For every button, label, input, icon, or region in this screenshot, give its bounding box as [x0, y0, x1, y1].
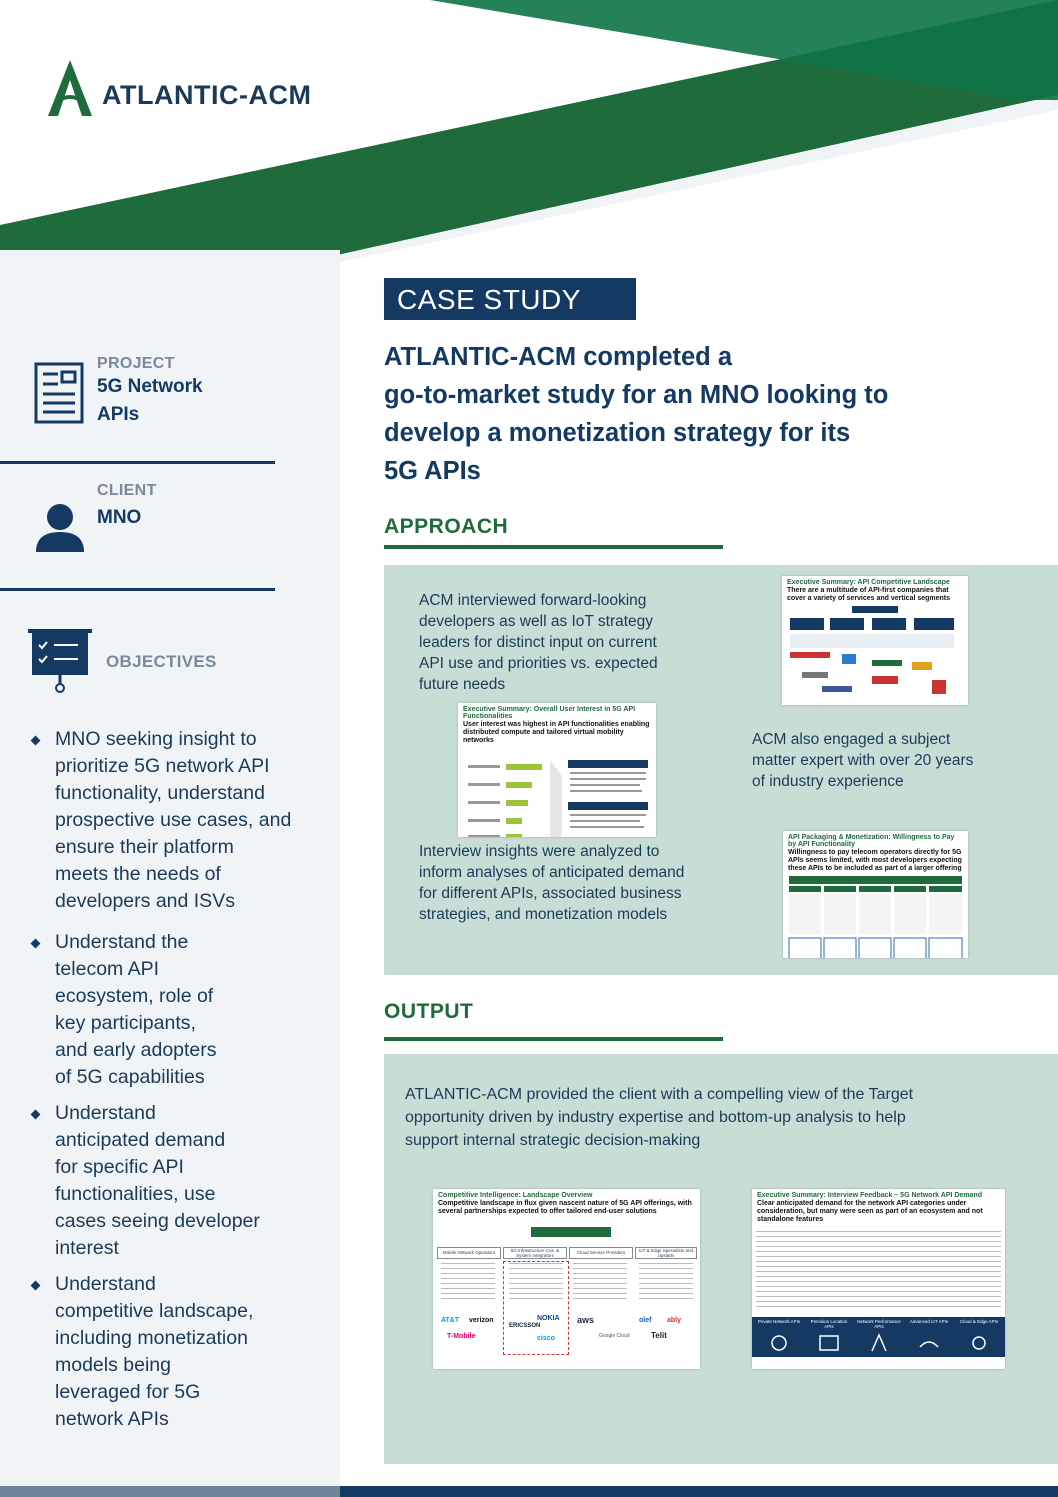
- text-line: ACM also engaged a subject: [752, 731, 951, 748]
- thumb-category: Private Network APIs: [757, 1319, 801, 1324]
- objective-line: models being: [55, 1354, 171, 1376]
- footer-bar-left: [0, 1486, 340, 1497]
- objective-line: telecom API: [55, 958, 160, 980]
- objective-line: functionality, understand: [55, 782, 265, 804]
- thumb-subtitle: User interest was highest in API functionalities enabling distributed compute and tailored virtual mobility networks: [463, 721, 650, 744]
- divider: [0, 461, 275, 464]
- objective-line: ensure their platform: [55, 836, 234, 858]
- thumb-title: Executive Summary: API Competitive Landscape: [787, 579, 950, 586]
- thumb-category-icons: [752, 1327, 1005, 1357]
- objective-line: and early adopters: [55, 1039, 217, 1061]
- thumb-category: Advanced IoT APIs: [909, 1319, 949, 1324]
- objective-line: of 5G capabilities: [55, 1066, 205, 1088]
- thumb-subtitle: Clear anticipated demand for the network API categories under consideration, but many were seen as part of an ecosystem and not standalone features: [757, 1200, 983, 1223]
- logo-olef: olef: [639, 1317, 652, 1324]
- approach-paragraph-3: [419, 841, 739, 925]
- objective-line: key participants,: [55, 1012, 196, 1034]
- document-icon: [34, 362, 84, 424]
- thumb-text-block: [441, 1263, 495, 1303]
- objective-line: interest: [55, 1237, 119, 1259]
- output-rule: [384, 1037, 723, 1041]
- text-line: for different APIs, associated business: [419, 885, 682, 902]
- thumb-header-bar: [531, 1227, 611, 1237]
- objective-line: functionalities, use: [55, 1183, 216, 1205]
- project-value-line: 5G Network: [97, 376, 203, 397]
- thumb-category: Precision Location APIs: [810, 1319, 848, 1329]
- thumb-title: Competitive Intelligence: Landscape Overview: [438, 1192, 593, 1199]
- objective-line: including monetization: [55, 1327, 248, 1349]
- objective-line: prioritize 5G network API: [55, 755, 270, 777]
- presentation-board-icon: [26, 627, 94, 695]
- logo-google-cloud: Google Cloud: [599, 1333, 630, 1339]
- thumb-text-block: [509, 1263, 563, 1303]
- approach-heading: APPROACH: [384, 515, 509, 538]
- divider: [0, 588, 275, 591]
- project-value: [97, 373, 203, 429]
- logo-att: AT&T: [441, 1317, 460, 1324]
- text-line: strategies, and monetization models: [419, 906, 668, 923]
- objective-item: [55, 1100, 330, 1262]
- headline-line: 5G APIs: [384, 457, 481, 485]
- thumb-subtitle: Competitive landscape in flux given nascent nature of 5G API offerings, with several partnerships expected to offer tailored end-user solutions: [438, 1200, 692, 1215]
- thumb-graphic: [458, 746, 656, 837]
- objective-line: MNO seeking insight to: [55, 728, 257, 750]
- text-line: ACM interviewed forward-looking: [419, 592, 647, 609]
- project-value-line: APIs: [97, 404, 140, 425]
- output-paragraph: [405, 1083, 1045, 1152]
- logo-aws: aws: [577, 1315, 595, 1325]
- logo-ericsson: ERICSSON: [509, 1323, 541, 1329]
- text-line: developers as well as IoT strategy: [419, 613, 654, 630]
- objectives-label: OBJECTIVES: [106, 652, 217, 671]
- thumb-graphic: [782, 604, 968, 699]
- objective-item: [55, 726, 330, 915]
- objective-line: meets the needs of: [55, 863, 221, 885]
- page-title: [384, 338, 1024, 490]
- case-study-label: CASE STUDY: [384, 278, 636, 320]
- client-label: CLIENT: [97, 482, 157, 499]
- slide-thumbnail-competitive-landscape: [782, 576, 968, 705]
- thumb-column-header: IoT & Edge Specialists and Upstarts: [635, 1247, 697, 1259]
- thumb-subtitle: Willingness to pay telecom operators directly for 5G APIs seems limited, with most developers expecting these APIs to be included as part of a larger offering: [788, 849, 962, 872]
- thumb-category: Network Performance APIs: [857, 1319, 901, 1329]
- objective-item: [55, 1271, 330, 1433]
- logo-tmobile: T-Mobile: [447, 1333, 476, 1340]
- objective-line: network APIs: [55, 1408, 169, 1430]
- objective-line: Understand the: [55, 931, 189, 953]
- text-line: opportunity driven by industry expertise and bottom-up analysis to help: [405, 1109, 906, 1126]
- objective-line: ecosystem, role of: [55, 985, 214, 1007]
- approach-rule: [384, 545, 723, 549]
- objective-line: anticipated demand: [55, 1129, 226, 1151]
- objective-line: developers and ISVs: [55, 890, 235, 912]
- objective-line: Understand: [55, 1273, 156, 1295]
- thumb-title: API Packaging & Monetization: Willingness to Pay by API Functionality: [788, 834, 955, 848]
- footer-bar-right: [340, 1486, 1058, 1497]
- logo-cisco: cisco: [537, 1335, 555, 1342]
- thumb-subtitle: There are a multitude of API-first companies that cover a variety of services and vertical segments: [787, 587, 951, 602]
- objective-line: prospective use cases, and: [55, 809, 292, 831]
- thumb-title: Executive Summary: Interview Feedback – 5G Network API Demand: [757, 1192, 982, 1199]
- headline-line: ATLANTIC-ACM completed a: [384, 343, 733, 371]
- brand-logo-icon: [44, 58, 96, 118]
- objective-line: cases seeing developer: [55, 1210, 260, 1232]
- thumb-text-block: [573, 1263, 627, 1303]
- objective-item: [55, 929, 330, 1091]
- logo-nokia: NOKIA: [537, 1315, 560, 1322]
- slide-thumbnail-interview-feedback: [752, 1189, 1005, 1369]
- approach-paragraph-2: [752, 729, 1042, 792]
- headline-line: go-to-market study for an MNO looking to: [384, 381, 889, 409]
- thumb-title: Executive Summary: Overall User Interest in 5G API Functionalities: [463, 706, 636, 720]
- text-line: future needs: [419, 676, 506, 693]
- logo-telit: Telit: [651, 1331, 667, 1340]
- slide-thumbnail-landscape-overview: [433, 1189, 700, 1369]
- thumb-graphic: [783, 874, 968, 958]
- text-line: ATLANTIC-ACM provided the client with a compelling view of the Target: [405, 1086, 914, 1103]
- text-line: inform analyses of anticipated demand: [419, 864, 685, 881]
- logo-ably: ably: [667, 1317, 682, 1324]
- approach-paragraph-1: [419, 590, 719, 695]
- person-icon: [36, 502, 84, 552]
- text-line: Interview insights were analyzed to: [419, 843, 660, 860]
- objective-line: Understand: [55, 1102, 156, 1124]
- project-label: PROJECT: [97, 355, 175, 372]
- output-heading: OUTPUT: [384, 1000, 474, 1023]
- thumb-column-header: Mobile Network Operators: [437, 1247, 501, 1259]
- objective-line: for specific API: [55, 1156, 184, 1178]
- text-line: support internal strategic decision-making: [405, 1132, 701, 1149]
- thumb-category: Cloud & Edge APIs: [959, 1319, 999, 1324]
- objective-line: competitive landscape,: [55, 1300, 254, 1322]
- text-line: leaders for distinct input on current: [419, 634, 657, 651]
- text-line: matter expert with over 20 years: [752, 752, 974, 769]
- slide-thumbnail-user-interest: [458, 703, 656, 837]
- thumb-column-header: Cloud Service Providers: [569, 1247, 633, 1259]
- slide-thumbnail-willingness-to-pay: [783, 831, 968, 958]
- logo-verizon: verizon: [469, 1317, 494, 1324]
- text-line: of industry experience: [752, 773, 904, 790]
- thumb-text-block: [756, 1231, 1001, 1311]
- client-value: MNO: [97, 507, 142, 528]
- thumb-column-header: 5G Infrastructure Cos. & System Integrators: [503, 1247, 567, 1259]
- text-line: API use and priorities vs. expected: [419, 655, 658, 672]
- headline-line: develop a monetization strategy for its: [384, 419, 851, 447]
- brand-name: ATLANTIC-ACM: [102, 80, 312, 110]
- objective-line: leveraged for 5G: [55, 1381, 201, 1403]
- thumb-text-block: [639, 1263, 693, 1303]
